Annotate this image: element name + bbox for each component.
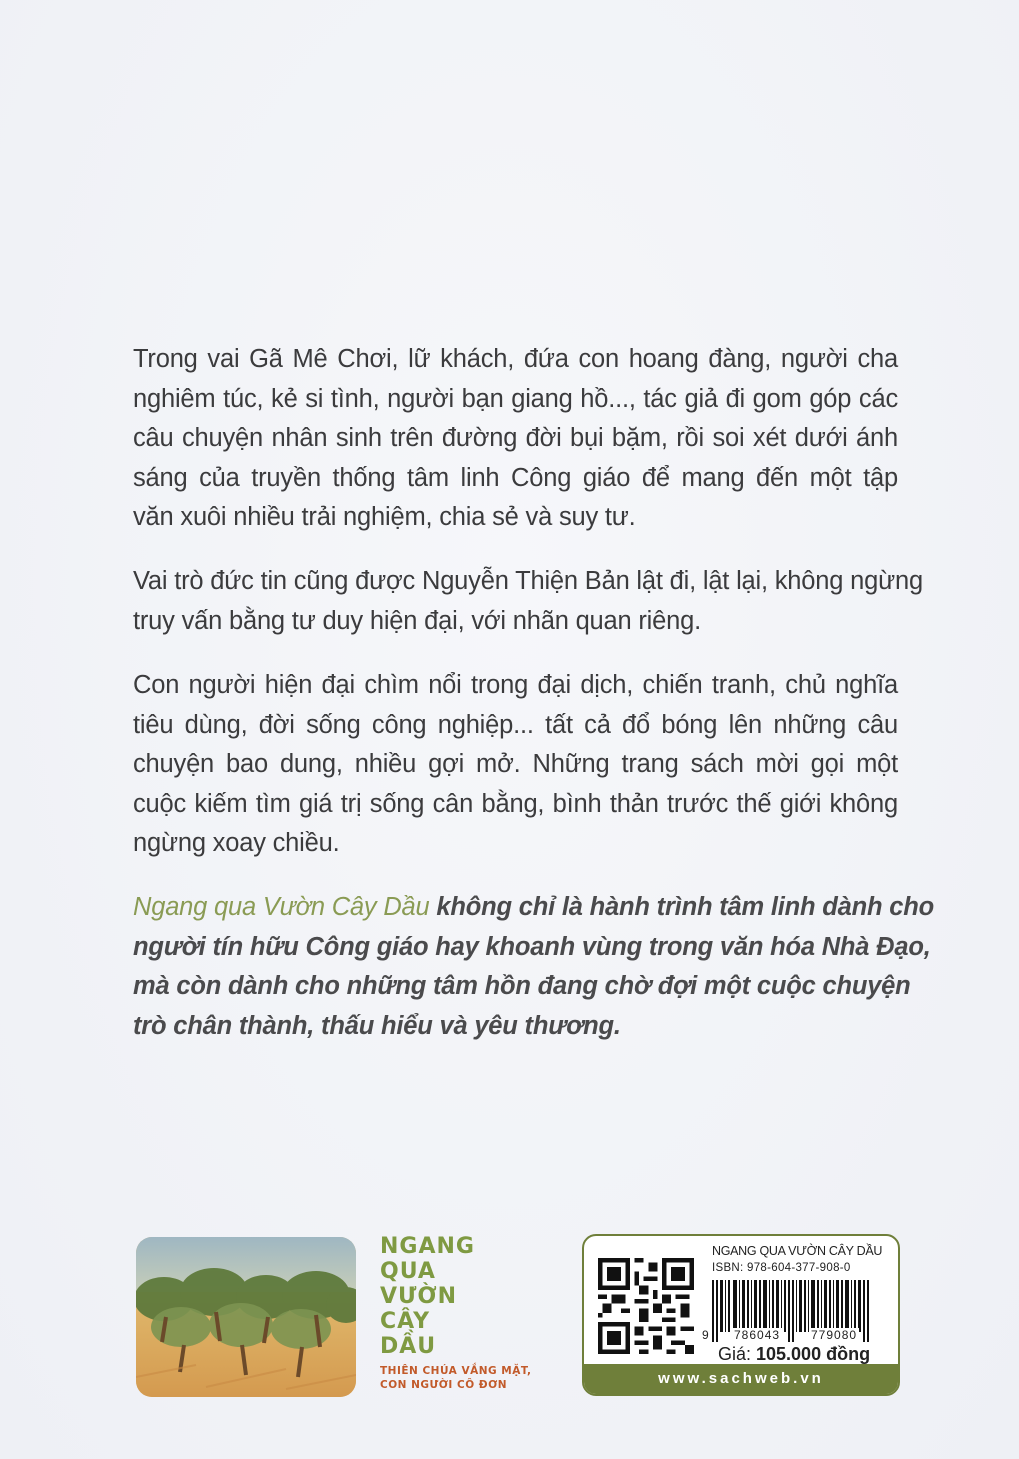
text-line: Con người hiện đại chìm nổi trong đại dịch, chiến tranh, chủ nghĩa (133, 671, 898, 699)
text-line: sáng của truyền thống tâm linh Công giáo để mang đến một tập (133, 463, 898, 492)
text-line: ngừng xoay chiều. (133, 829, 340, 857)
text-line: Vai trò đức tin cũng được Nguyễn Thiện Bản lật đi, lật lại, không ngừng (133, 567, 923, 595)
cover-title-line: DẦU (380, 1334, 437, 1359)
barcode-price-card (582, 1234, 900, 1396)
isbn-text: ISBN: 978-604-377-908-0 (712, 1262, 851, 1274)
text-line: Trong vai Gã Mê Chơi, lữ khách, đứa con hoang đàng, người cha (133, 345, 898, 373)
card-book-title: NGANG QUA VƯỜN CÂY DẦU (712, 1244, 883, 1258)
text-line (133, 888, 934, 928)
cover-title-line: CÂY (380, 1309, 430, 1334)
price-value: 105.000 đồng (756, 1344, 871, 1364)
barcode-digits-left: 786043 (734, 1328, 781, 1342)
cover-title-line: NGANG (380, 1234, 475, 1259)
text-line: chuyện bao dung, nhiều gợi mở. Những trang sách mời gọi một (133, 750, 898, 778)
text-line: trò chân thành, thấu hiểu và yêu thương. (133, 1011, 621, 1040)
text-line: tiêu dùng, đời sống công nghiệp... tất cả đổ bóng lên những câu (133, 710, 898, 739)
cover-title-line: QUA (380, 1259, 436, 1284)
text-line: nghiêm túc, kẻ si tình, người bạn giang hồ..., tác giả đi gom góp các (133, 384, 898, 413)
text-line: văn xuôi nhiều trải nghiệm, chia sẻ và suy tư. (133, 503, 636, 531)
barcode-digit-prefix: 9 (702, 1328, 709, 1342)
description-paragraph-1 (133, 340, 898, 538)
cover-subtitle (380, 1364, 560, 1392)
cover-subtitle-line: CON NGƯỜI CÔ ĐƠN (380, 1379, 508, 1391)
text-fragment: không chỉ là hành trình tâm linh dành cho (429, 893, 934, 921)
barcode-digits-right: 779080 (811, 1328, 858, 1342)
cover-painting-thumbnail (136, 1237, 356, 1397)
text-line: truy vấn bằng tư duy hiện đại, với nhãn quan riêng. (133, 606, 701, 635)
website-link[interactable]: www.sachweb.vn (584, 1364, 898, 1394)
book-title-highlight: Ngang qua Vườn Cây Dầu (133, 893, 430, 921)
cover-title-line: VƯỜN (380, 1284, 458, 1309)
olive-grove-painting (136, 1237, 356, 1397)
price-label (718, 1344, 870, 1365)
closing-paragraph (133, 888, 934, 1046)
description-paragraph-3 (133, 666, 898, 864)
price-prefix: Giá: (718, 1344, 757, 1364)
description-paragraph-2 (133, 562, 923, 641)
cover-title-block (380, 1234, 560, 1392)
text-line: câu chuyện nhân sinh trên đường đời bụi bặm, rồi soi xét dưới ánh (133, 424, 898, 452)
text-line: người tín hữu Công giáo hay khoanh vùng trong văn hóa Nhà Đạo, (133, 932, 931, 961)
text-line: cuộc kiếm tìm giá trị sống cân bằng, bình thản trước thế giới không (133, 789, 898, 818)
cover-subtitle-line: THIÊN CHÚA VẮNG MẶT, (380, 1365, 532, 1377)
text-line: mà còn dành cho những tâm hồn đang chờ đợi một cuộc chuyện (133, 972, 911, 1000)
qr-code[interactable] (598, 1258, 694, 1354)
